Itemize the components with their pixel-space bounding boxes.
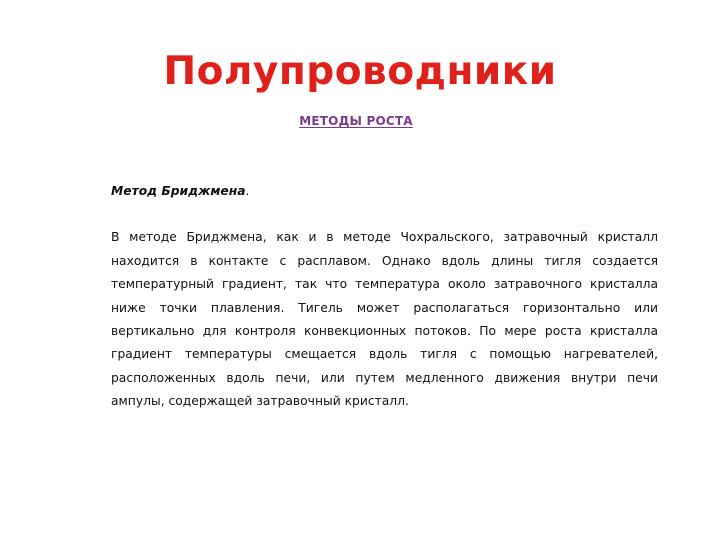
subtitle-container xyxy=(0,110,712,129)
method-heading-period: . xyxy=(245,184,250,198)
slide-title: Полупроводники xyxy=(163,49,557,94)
content-block xyxy=(111,180,658,414)
method-description: В методе Бриджмена, как и в методе Чохральского, затравочный кристалл находится в контакте с расплавом. Однако вдоль длины тигля создается температурный градиент, так что температура около затравочного кристалла ниже точки плавления. Тигель может располагаться горизонтально или вертикально для контроля конвекционных потоков. По мере роста кристалла градиент температуры смещается вдоль тигля с помощью нагревателей, расположенных вдоль печи, или путем медленного движения внутри печи ампулы, содержащей затравочный кристалл. xyxy=(111,230,658,409)
method-heading xyxy=(111,180,658,203)
method-heading-text: Метод Бриджмена xyxy=(111,184,246,198)
slide-subtitle: МЕТОДЫ РОСТА xyxy=(299,114,413,128)
